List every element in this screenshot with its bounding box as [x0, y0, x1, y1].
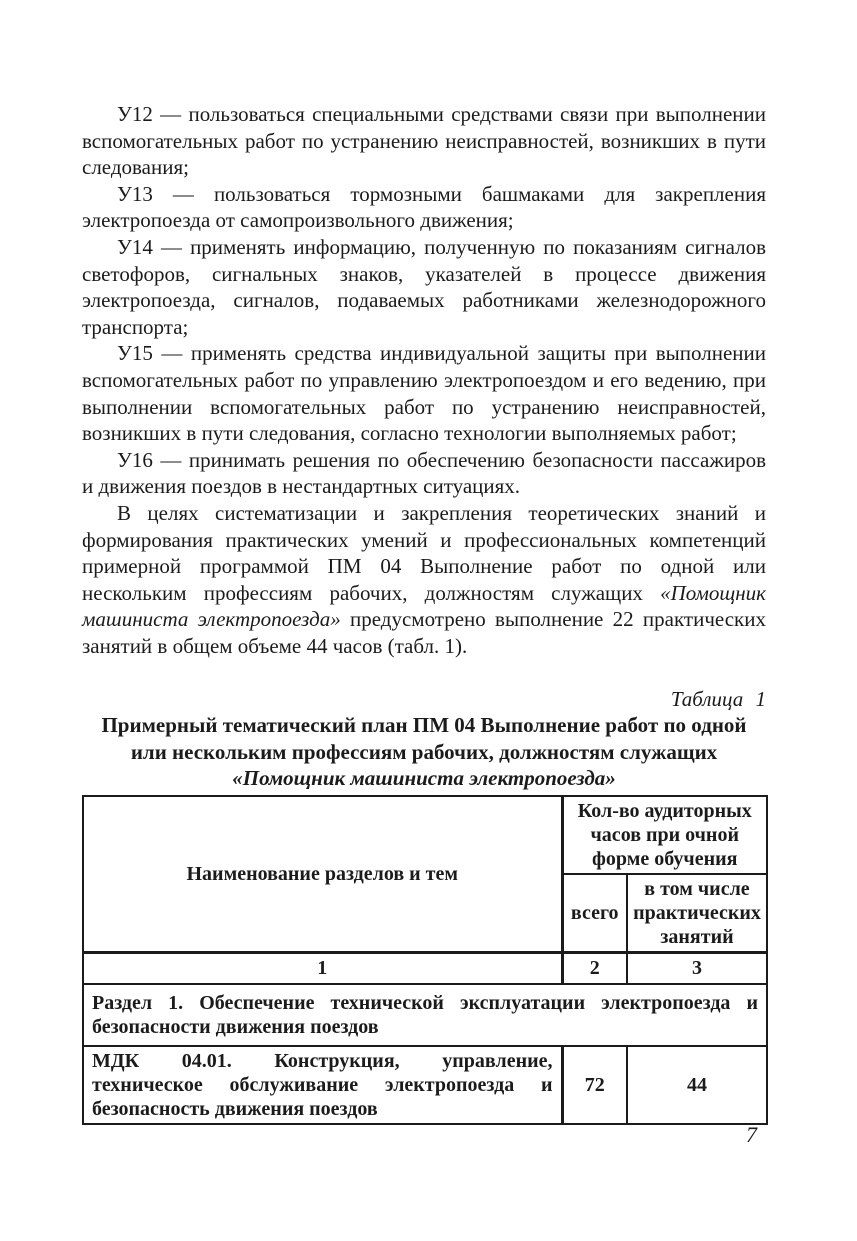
paragraph-u14: У14 — применять информацию, полученную по показаниям сигналов светофоров, сигнальных знаков, указателей в процессе движения электропоезда, сигналов, подаваемых работниками железнодорожного транспорта; [82, 234, 766, 339]
intro-text-start: В целях систематизации и закрепления теоретических знаний и формирования практических умений и профессиональных компетенций примерной программой ПМ 04 Выполнение работ по одной или нескольким профессиям рабочих, должностям служащих [82, 500, 766, 605]
paragraph-intro [82, 500, 766, 660]
course-practical-hours: 44 [627, 1046, 767, 1124]
paragraph-u16: У16 — принимать решения по обеспечению безопасности пассажиров и движения поездов в нестандартных ситуациях. [82, 447, 766, 499]
paragraph-u15: У15 — применять средства индивидуальной защиты при выполнении вспомогательных работ по управлению электропоездом и его ведению, при выполнении вспомогательных работ по устранению неисправностей, возникших в пути следования, согласно технологии выполняемых работ; [82, 341, 766, 446]
paragraph-u12: У12 — пользоваться специальными средствами связи при выполнении вспомогательных работ по устранению неисправностей, возникших в пути следования; [82, 102, 766, 180]
column-number-1: 1 [83, 952, 562, 984]
thematic-plan-table [82, 795, 768, 1125]
course-name: МДК 04.01. Конструкция, управление, техническое обслуживание электропоезда и безопасность движения поездов [83, 1046, 562, 1124]
section-title: Раздел 1. Обеспечение технической эксплуатации электропоезда и безопасности движения поездов [83, 984, 767, 1046]
table-header-row-group [83, 796, 767, 874]
body-text-block [82, 101, 766, 659]
paragraph-u13: У13 — пользоваться тормозными башмаками для закрепления электропоезда от самопроизвольного движения; [82, 181, 766, 233]
intro-text-end: предусмотрено выполнение 22 практических занятий в общем объеме 44 часов (табл. 1). [82, 607, 766, 658]
header-practical-column: в том числе практических занятий [627, 874, 767, 953]
header-name-column: Наименование разделов и тем [83, 796, 562, 953]
header-total-column: всего [562, 874, 627, 953]
table-title-line-1: Примерный тематический план ПМ 04 Выполнение работ по одной [101, 713, 747, 737]
table-row-mdk-0401 [83, 1046, 767, 1124]
section-row [83, 984, 767, 1046]
table-title [82, 712, 766, 792]
column-numbering-row [83, 952, 767, 984]
table-title-line-3: «Помощник машиниста электропоезда» [232, 766, 616, 790]
page-number: 7 [746, 1122, 757, 1147]
column-number-3: 3 [627, 952, 767, 984]
table-caption: Таблица 1 [670, 687, 766, 711]
table-title-line-2: или нескольким профессиям рабочих, должностям служащих [130, 739, 718, 764]
column-number-2: 2 [562, 952, 627, 984]
course-total-hours: 72 [562, 1046, 627, 1124]
table-section [82, 688, 766, 1125]
intro-italic-phrase: «Помощник машиниста электропоезда» [82, 580, 766, 632]
header-hours-group: Кол-во аудиторных часов при очной форме обучения [562, 796, 767, 874]
